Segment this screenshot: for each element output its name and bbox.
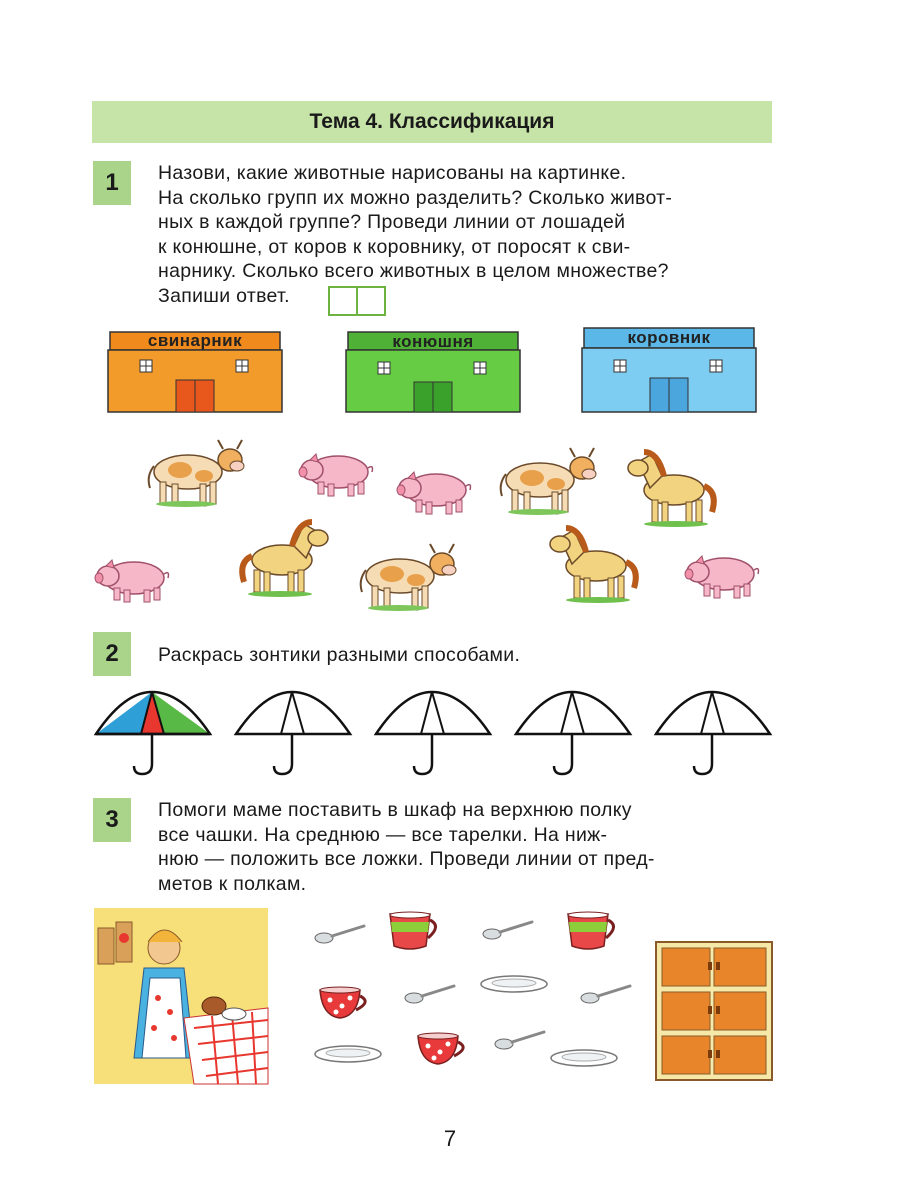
- task-1-line: ных в каждой группе? Проведи линии от лошадей: [158, 211, 626, 233]
- task-3-line: все чашки. На среднюю — все тарелки. На ниж-: [158, 823, 608, 846]
- cup-picture[interactable]: [566, 912, 622, 954]
- spoon-picture[interactable]: [404, 984, 456, 1006]
- cow-picture[interactable]: [492, 444, 592, 518]
- shelf-top[interactable]: [656, 942, 772, 986]
- horse-picture[interactable]: [228, 516, 328, 598]
- answer-box-ones[interactable]: [356, 286, 386, 316]
- task-3-line: Помоги маме поставить в шкаф на верхнюю полку: [158, 799, 632, 821]
- cup-picture[interactable]: [388, 912, 444, 954]
- task-3-line: нюю — положить все ложки. Проведи линии от пред-: [158, 848, 655, 870]
- spoon-picture[interactable]: [580, 984, 632, 1006]
- shelf-middle[interactable]: [656, 986, 772, 1030]
- umbrella-to-color[interactable]: [654, 690, 772, 780]
- colored-umbrella: [94, 690, 212, 780]
- horse-picture[interactable]: [628, 446, 728, 528]
- horse-picture[interactable]: [550, 522, 650, 604]
- spoon-picture[interactable]: [314, 924, 366, 946]
- task-3-line: метов к полкам.: [158, 872, 307, 895]
- plate-picture[interactable]: [480, 974, 550, 996]
- answer-box-tens[interactable]: [328, 286, 358, 316]
- spoon-picture[interactable]: [482, 920, 534, 942]
- umbrella-to-color[interactable]: [514, 690, 632, 780]
- task-2-text: Раскрась зонтики разными способами.: [158, 644, 521, 666]
- task-1-line: к конюшне, от коров к коровнику, от поросят к сви-: [158, 235, 631, 258]
- pig-picture[interactable]: [96, 550, 176, 604]
- pig-picture[interactable]: [300, 444, 380, 498]
- task-1-line: На сколько групп их можно разделить? Сколько живот-: [158, 186, 673, 209]
- task-1-line: Запиши ответ.: [158, 284, 290, 307]
- plate-picture[interactable]: [550, 1048, 620, 1070]
- page-title: Тема 4. Классификация: [309, 110, 555, 133]
- umbrella-to-color[interactable]: [234, 690, 352, 780]
- task-3-text: [158, 798, 798, 896]
- task-1-line: Назови, какие животные нарисованы на картинке.: [158, 162, 627, 184]
- page-number: 7: [443, 1126, 457, 1151]
- shelf-bottom[interactable]: [656, 1030, 772, 1078]
- cup-picture[interactable]: [318, 986, 374, 1026]
- spoon-picture[interactable]: [494, 1030, 546, 1052]
- umbrella-to-color[interactable]: [374, 690, 492, 780]
- plate-picture[interactable]: [314, 1044, 384, 1066]
- task-3-number: 3: [93, 798, 131, 842]
- cow-picture[interactable]: [140, 436, 240, 510]
- task-2-number: 2: [93, 632, 131, 676]
- task-1-number: 1: [93, 161, 131, 205]
- cup-picture[interactable]: [416, 1032, 472, 1072]
- pig-picture[interactable]: [398, 462, 478, 516]
- cow-picture[interactable]: [352, 540, 452, 614]
- pigsty-label: свинарник: [147, 331, 243, 350]
- cowshed-label: коровник: [627, 328, 711, 347]
- pig-picture[interactable]: [686, 546, 766, 600]
- mom-kitchen-illustration: [94, 908, 268, 1084]
- stable-label: конюшня: [392, 332, 474, 351]
- task-1-line: нарнику. Сколько всего животных в целом множестве?: [158, 260, 669, 282]
- task-1-text: [158, 161, 798, 308]
